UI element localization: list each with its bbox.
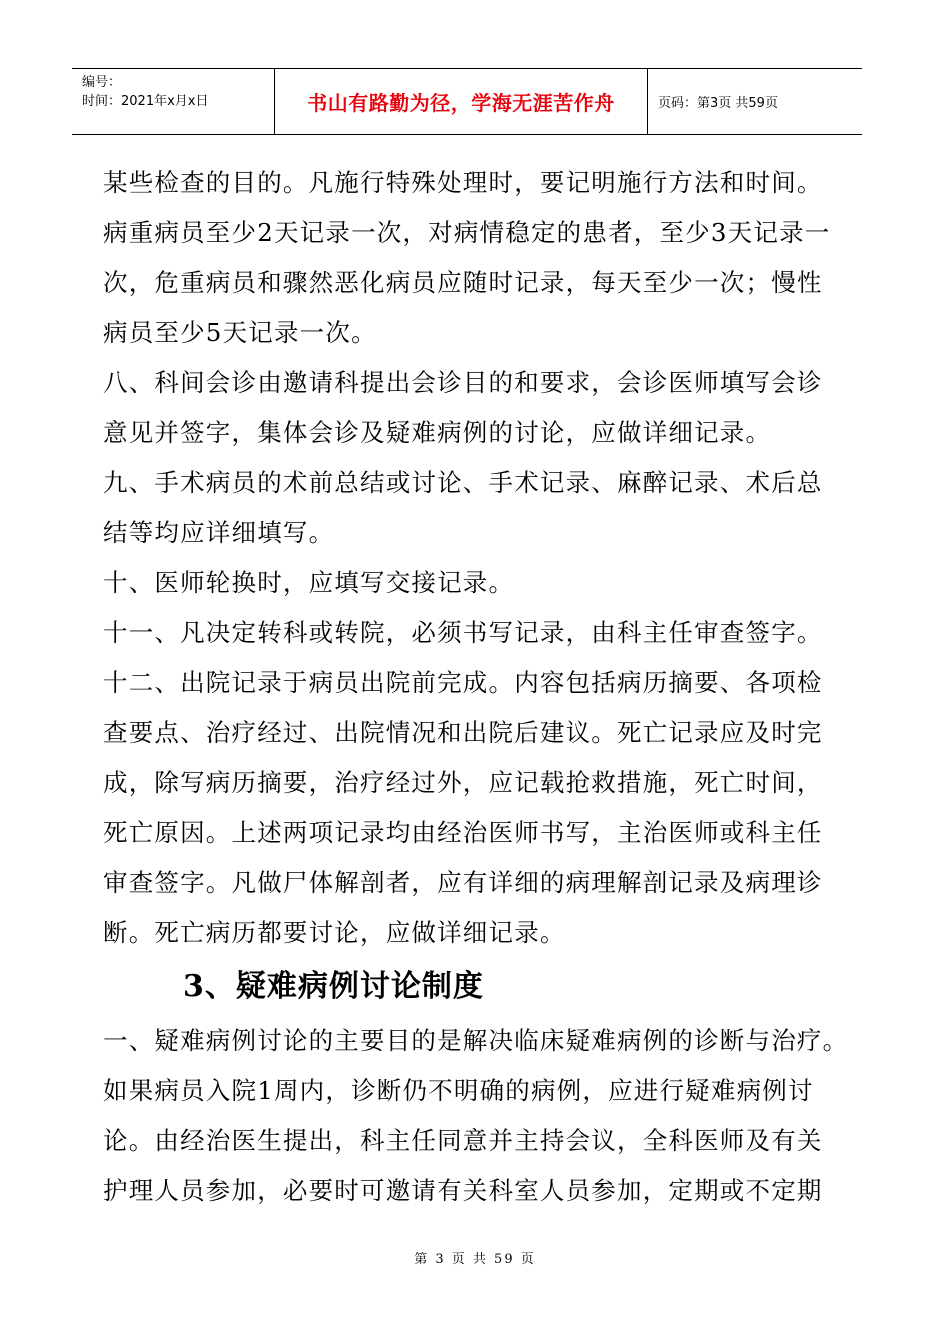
body-line: 如果病员入院1周内，诊断仍不明确的病例，应进行疑难病例讨	[103, 1076, 814, 1105]
body-line: 查要点、治疗经过、出院情况和出院后建议。死亡记录应及时完	[103, 718, 823, 747]
body-line: 结等均应详细填写。	[103, 518, 335, 547]
document-body	[103, 158, 853, 1216]
body-line: 八、科间会诊由邀请科提出会诊目的和要求，会诊医师填写会诊	[103, 368, 823, 397]
body-line: 死亡原因。上述两项记录均由经治医师书写，主治医师或科主任	[103, 818, 823, 847]
body-line: 十一、凡决定转科或转院，必须书写记录，由科主任审查签字。	[103, 618, 823, 647]
body-line: 护理人员参加，必要时可邀请有关科室人员参加，定期或不定期	[103, 1176, 823, 1205]
body-line: 断。死亡病历都要讨论，应做详细记录。	[103, 918, 566, 947]
body-line: 成，除写病历摘要，治疗经过外，应记载抢救措施，死亡时间，	[103, 768, 823, 797]
body-line: 意见并签字，集体会诊及疑难病例的讨论，应做详细记录。	[103, 418, 772, 447]
body-line: 审查签字。凡做尸体解剖者，应有详细的病理解剖记录及病理诊	[103, 868, 823, 897]
document-number-label: 编号：	[82, 75, 122, 90]
body-line: 某些检查的目的。凡施行特殊处理时，要记明施行方法和时间。	[103, 168, 823, 197]
body-line: 次，危重病员和骤然恶化病员应随时记录，每天至少一次；慢性	[103, 268, 823, 297]
section-heading: 3、疑难病例讨论制度	[183, 969, 484, 1004]
body-line: 十、医师轮换时，应填写交接记录。	[103, 568, 515, 597]
body-line: 病员至少5天记录一次。	[103, 318, 377, 347]
body-line: 论。由经治医生提出，科主任同意并主持会议，全科医师及有关	[103, 1126, 823, 1155]
body-line: 十二、出院记录于病员出院前完成。内容包括病历摘要、各项检	[103, 668, 823, 697]
body-line: 病重病员至少2天记录一次，对病情稳定的患者，至少3天记录一	[103, 218, 831, 247]
body-line: 九、手术病员的术前总结或讨论、手术记录、麻醉记录、术后总	[103, 468, 823, 497]
header-meta	[72, 69, 275, 134]
header-motto: 书山有路勤为径，学海无涯苦作舟	[275, 69, 648, 134]
document-time-label: 时间：2021年x月x日	[82, 94, 209, 109]
header-page-number: 页码：第3页 共59页	[658, 96, 778, 111]
body-line: 一、疑难病例讨论的主要目的是解决临床疑难病例的诊断与治疗。	[103, 1026, 849, 1055]
page-header	[72, 68, 862, 135]
page-footer: 第 3 页 共 59 页	[414, 1252, 536, 1267]
